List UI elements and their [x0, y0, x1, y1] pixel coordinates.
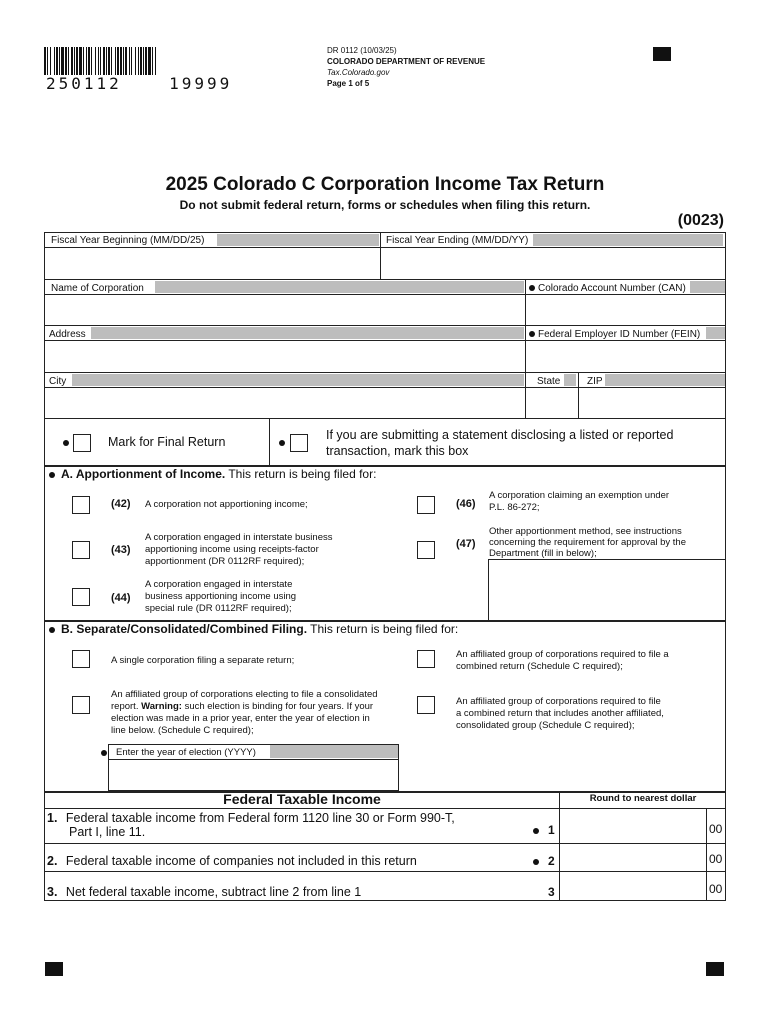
- line-1-cents: 00: [709, 822, 723, 836]
- required-dot: [529, 331, 535, 337]
- line-2-ref: 2: [548, 854, 555, 868]
- option-47-label: Other apportionment method, see instructions concerning the requirement for approval by the Department (fill in below);: [489, 526, 686, 559]
- fy-end-label: Fiscal Year Ending (MM/DD/YY): [381, 233, 725, 247]
- address-label: Address: [49, 329, 86, 340]
- income-header: Federal Taxable Income: [223, 791, 381, 807]
- option-47-input[interactable]: [488, 559, 726, 621]
- page-subtitle: Do not submit federal return, forms or schedules when filing this return.: [179, 198, 591, 212]
- listed-transaction-checkbox[interactable]: [290, 434, 308, 452]
- option-42-number: (42): [111, 498, 131, 510]
- option-43-checkbox[interactable]: [72, 541, 90, 559]
- section-a-title: A. Apportionment of Income. This return is being filed for:: [61, 467, 377, 481]
- option-42-label: A corporation not apportioning income;: [145, 499, 308, 510]
- option-46-number: (46): [456, 498, 476, 510]
- city-label: City: [49, 376, 67, 387]
- registration-mark-bottom-right: [706, 962, 724, 976]
- fy-end-input[interactable]: [381, 248, 725, 279]
- election-year-label: Enter the year of election (YYYY): [116, 747, 256, 758]
- line-2-cents: 00: [709, 852, 723, 866]
- option-46-checkbox[interactable]: [417, 496, 435, 514]
- address-input[interactable]: [45, 341, 525, 372]
- line-1-ref: 1: [548, 823, 555, 837]
- combined-checkbox[interactable]: [417, 650, 435, 668]
- required-dot: [529, 285, 535, 291]
- final-return-label: Mark for Final Return: [108, 435, 226, 449]
- state-label: State: [537, 376, 561, 387]
- barcode-number: [46, 74, 256, 93]
- line-3-cents: 00: [709, 882, 723, 896]
- state-input[interactable]: [526, 388, 578, 418]
- option-47-number: (47): [456, 538, 476, 550]
- name-input[interactable]: [45, 295, 525, 325]
- listed-transaction-label: If you are submitting a statement disclosing a listed or reported transaction, mark this box: [326, 428, 674, 458]
- form-id: DR 0112 (10/03/25): [327, 46, 397, 55]
- consolidated-checkbox[interactable]: [72, 696, 90, 714]
- line-3-amount-input[interactable]: [560, 872, 706, 900]
- income-line-3: 3. Net federal taxable income, subtract line 2 from line 1: [47, 885, 362, 899]
- section-b-title: B. Separate/Consolidated/Combined Filing. This return is being filed for:: [61, 622, 459, 636]
- combined-with-consolidated-checkbox[interactable]: [417, 696, 435, 714]
- line-3-ref: 3: [548, 885, 555, 899]
- website: Tax.Colorado.gov: [327, 68, 390, 77]
- income-line-2: 2. Federal taxable income of companies not included in this return: [47, 854, 417, 868]
- registration-mark-bottom-left: [45, 962, 63, 976]
- required-dot: [101, 750, 107, 756]
- required-dot: [279, 440, 285, 446]
- page-title: 2025 Colorado C Corporation Income Tax Return: [165, 174, 605, 195]
- combined-label: An affiliated group of corporations required to file a combined return (Schedule C required);: [456, 649, 669, 672]
- registration-mark-top: [653, 47, 671, 61]
- page-number: Page 1 of 5: [327, 79, 370, 88]
- can-label: Colorado Account Number (CAN): [538, 283, 686, 294]
- form-header: [327, 45, 485, 89]
- single-return-checkbox[interactable]: [72, 650, 90, 668]
- barcode-graphic: [44, 47, 252, 75]
- income-line-1: 1. Federal taxable income from Federal form 1120 line 30 or Form 990-T, Part I, line 11.: [47, 811, 455, 839]
- combined-with-consolidated-label: An affiliated group of corporations required to file a combined return that includes another affiliated, consolidated group (Schedule C required);: [456, 696, 664, 731]
- election-year-input[interactable]: [109, 760, 398, 790]
- line-2-amount-input[interactable]: [560, 844, 706, 871]
- option-43-number: (43): [111, 544, 131, 556]
- city-input[interactable]: [45, 388, 525, 418]
- option-44-checkbox[interactable]: [72, 588, 90, 606]
- department: COLORADO DEPARTMENT OF REVENUE: [327, 57, 486, 66]
- form-code: (0023): [677, 212, 724, 229]
- zip-label: ZIP: [587, 376, 603, 387]
- fy-begin-label: Fiscal Year Beginning (MM/DD/25): [45, 233, 380, 247]
- fy-begin-input[interactable]: [45, 248, 380, 279]
- fein-input[interactable]: [526, 341, 725, 372]
- final-return-checkbox[interactable]: [73, 434, 91, 452]
- single-return-label: A single corporation filing a separate return;: [111, 655, 295, 666]
- line-1-amount-input[interactable]: [560, 809, 706, 843]
- round-note: Round to nearest dollar: [589, 793, 697, 804]
- consolidated-label: An affiliated group of corporations electing to file a consolidated report. Warning: such election is binding for four years. If your election was made in a prior year, enter the year of election in line below. (Schedule C required);: [111, 689, 378, 736]
- option-46-label: A corporation claiming an exemption under P.L. 86-272;: [489, 490, 670, 513]
- required-dot: [63, 440, 69, 446]
- option-44-number: (44): [111, 592, 131, 604]
- barcode: [44, 47, 252, 75]
- option-42-checkbox[interactable]: [72, 496, 90, 514]
- option-44-label: A corporation engaged in interstate business apportioning income using special rule (DR 0112RF required);: [145, 579, 297, 614]
- barcode-number-right: 19999: [169, 74, 233, 93]
- fein-label: Federal Employer ID Number (FEIN): [538, 329, 701, 340]
- option-43-label: A corporation engaged in interstate business apportioning income using receipts-factor apportionment (DR 0112RF required);: [145, 532, 333, 567]
- option-47-checkbox[interactable]: [417, 541, 435, 559]
- can-input[interactable]: [526, 295, 725, 325]
- zip-input[interactable]: [579, 388, 725, 418]
- barcode-number-left: 250112: [46, 74, 122, 93]
- name-label: Name of Corporation: [51, 283, 144, 294]
